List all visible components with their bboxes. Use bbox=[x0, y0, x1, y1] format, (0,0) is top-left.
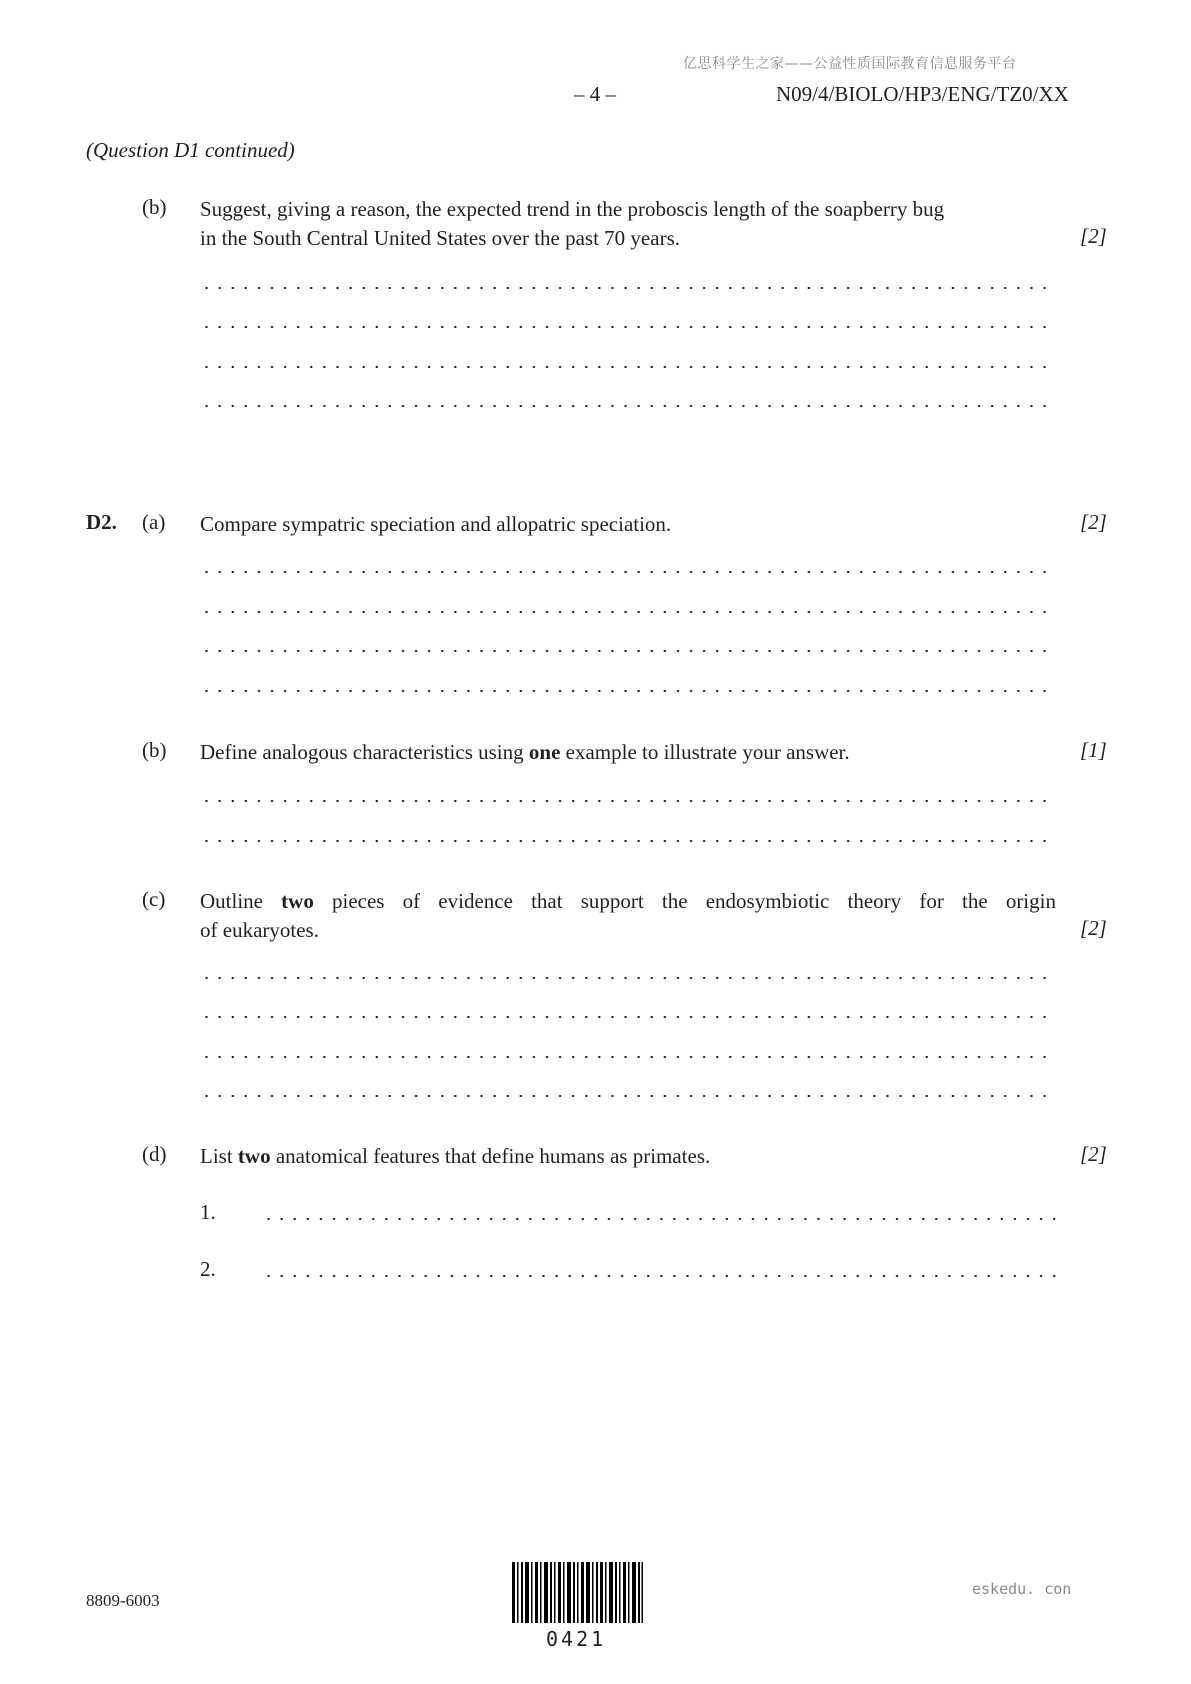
d2c-text-before: Outline bbox=[200, 889, 282, 913]
answer-line[interactable] bbox=[200, 571, 1056, 573]
d2b-text-bold: one bbox=[528, 740, 561, 764]
d2d-text-after: anatomical features that define humans as primates. bbox=[270, 1144, 711, 1168]
answer-line[interactable] bbox=[200, 690, 1056, 692]
d2c-question-text bbox=[200, 887, 1056, 945]
d2a-part-label: (a) bbox=[142, 510, 166, 534]
d2a-marks: [2] bbox=[1080, 510, 1107, 534]
footer-site: eskedu. con bbox=[972, 1580, 1072, 1598]
answer-line[interactable] bbox=[200, 840, 1056, 842]
d2d-part-label: (d) bbox=[142, 1142, 167, 1166]
d2d-text-bold: two bbox=[237, 1144, 271, 1168]
d2-question-number: D2. bbox=[86, 510, 117, 534]
d2b-marks: [1] bbox=[1080, 738, 1107, 762]
answer-line[interactable] bbox=[200, 366, 1056, 368]
d1b-question-line2: in the South Central United States over the past 70 years. bbox=[200, 226, 680, 250]
d2d-question-text bbox=[200, 1142, 1056, 1171]
d1b-question-text bbox=[200, 195, 1056, 253]
d2c-question-line2: of eukaryotes. bbox=[200, 918, 319, 942]
answer-line[interactable] bbox=[200, 287, 1056, 289]
answer-line[interactable] bbox=[200, 405, 1056, 407]
barcode-number: 0421 bbox=[546, 1627, 607, 1651]
d2c-text-after: pieces of evidence that support the endosymbiotic theory for the origin bbox=[313, 889, 1056, 913]
d2c-question-line1 bbox=[200, 887, 1056, 916]
answer-line[interactable] bbox=[200, 1095, 1056, 1097]
d1b-question-line1: Suggest, giving a reason, the expected trend in the proboscis length of the soapberry bug bbox=[200, 197, 945, 221]
answer-line[interactable] bbox=[200, 611, 1056, 613]
page-number: – 4 – bbox=[574, 82, 616, 106]
d2b-text-before: Define analogous characteristics using bbox=[200, 740, 529, 764]
d2d-marks: [2] bbox=[1080, 1142, 1107, 1166]
d2d-item-2-number: 2. bbox=[200, 1257, 216, 1281]
answer-line-item-1[interactable] bbox=[262, 1218, 1056, 1220]
paper-code: N09/4/BIOLO/HP3/ENG/TZ0/XX bbox=[776, 82, 1069, 106]
answer-line[interactable] bbox=[200, 1056, 1056, 1058]
answer-line[interactable] bbox=[200, 800, 1056, 802]
d2b-question-text bbox=[200, 738, 1056, 767]
answer-line[interactable] bbox=[200, 650, 1056, 652]
footer-code: 8809-6003 bbox=[86, 1591, 160, 1610]
d1b-part-label: (b) bbox=[142, 195, 167, 219]
d2c-marks: [2] bbox=[1080, 916, 1107, 940]
answer-line[interactable] bbox=[200, 977, 1056, 979]
continued-label: (Question D1 continued) bbox=[86, 138, 295, 162]
d1b-marks: [2] bbox=[1080, 224, 1107, 248]
d2b-text-after: example to illustrate your answer. bbox=[560, 740, 850, 764]
d2d-item-1-number: 1. bbox=[200, 1200, 216, 1224]
answer-line[interactable] bbox=[200, 1016, 1056, 1018]
d2b-part-label: (b) bbox=[142, 738, 167, 762]
barcode bbox=[512, 1562, 643, 1623]
answer-line[interactable] bbox=[200, 326, 1056, 328]
d2c-text-bold: two bbox=[281, 889, 314, 913]
answer-line-item-2[interactable] bbox=[262, 1275, 1056, 1277]
watermark-text: 亿思科学生之家——公益性质国际教育信息服务平台 bbox=[683, 56, 1017, 72]
d2c-part-label: (c) bbox=[142, 887, 166, 911]
d2a-question-text: Compare sympatric speciation and allopatric speciation. bbox=[200, 512, 672, 536]
d2d-text-before: List bbox=[200, 1144, 238, 1168]
